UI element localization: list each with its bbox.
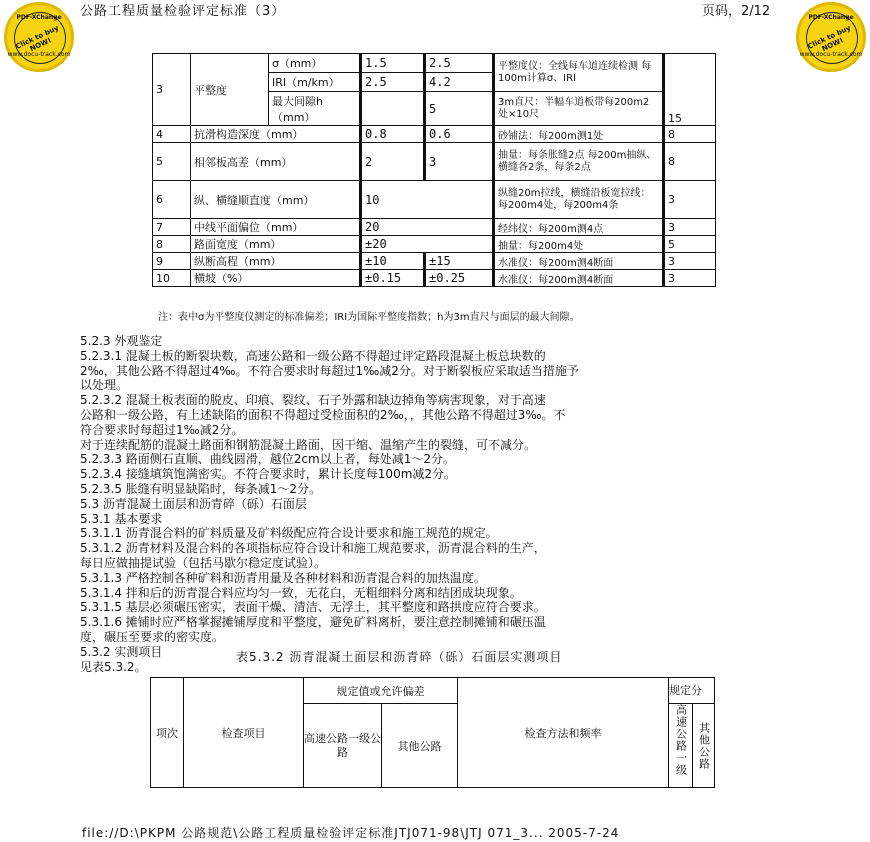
value-other: ±15 (425, 253, 494, 270)
method: 砂铺法：每200m测1处 (494, 126, 664, 143)
stamp-bottom-text: www.docu-track.com (7, 51, 71, 58)
method: 3m直尺：半幅车道板带每200m2处×10尺 (494, 92, 664, 126)
value-other: 4.2 (425, 73, 494, 92)
value-high: ±20 (361, 236, 494, 253)
col-header-item: 检查项目 (184, 678, 304, 788)
text-line: 见表5.3.2。 (80, 659, 147, 674)
table-note: 注：表中σ为平整度仪测定的标准偏差；IRI为国际平整度指数；h为3m直尺与面层的最大间隙。 (158, 312, 580, 323)
col-header-spec: 规定值或允许偏差 (304, 678, 458, 704)
table-row (153, 219, 716, 236)
row-item: 纵、横缝顺直度（mm） (191, 181, 361, 219)
table-row (153, 270, 716, 287)
value-other: 0.6 (425, 126, 494, 143)
col-header-spec-other: 其他公路 (382, 704, 458, 788)
value-high: 2.5 (361, 73, 425, 92)
col-header-method: 检查方法和频率 (458, 678, 669, 788)
text-line: 5.3.1.2 沥青材料及混合料的各项指标应符合设计和施工规范要求，沥青混合料的生产， (80, 541, 546, 556)
row-no: 8 (153, 236, 191, 253)
body-text (80, 334, 800, 674)
text-line: 对于连续配筋的混凝土路面和钢筋混凝土路面，因干缩、温缩产生的裂缝，可不减分。 (80, 437, 537, 452)
value-high: 1.5 (361, 54, 425, 73)
stamp-top-text: PDF-XChange (808, 14, 854, 21)
col-header-spec-high: 高速公路一级公路 (304, 704, 382, 788)
row-item: 横坡（%） (191, 270, 361, 287)
method: 经纬仪：每200m测4点 (494, 219, 664, 236)
text-line: 5.3.1.4 拌和后的沥青混合料应均匀一致，无花白，无粗细料分离和结团成块现象。 (80, 585, 522, 600)
text-line: 5.2.3.4 接缝填筑饱满密实。不符合要求时，累计长度每100m减2分。 (80, 467, 457, 482)
table-row (153, 181, 716, 219)
table-row (153, 126, 716, 143)
text-line: 5.3 沥青混凝土面层和沥青碎（砾）石面层 (80, 496, 307, 511)
page-number: 页码，2/12 (702, 4, 771, 19)
row-no: 5 (153, 143, 191, 181)
method: 水准仪：每200m测4断面 (494, 270, 664, 287)
page-header-title: 公路工程质量检验评定标准（3） (80, 4, 286, 19)
text-line: 5.2.3.5 胀缝有明显缺陷时，每条减1～2分。 (80, 481, 322, 496)
table-row (153, 143, 716, 181)
text-line: 5.2.3 外观鉴定 (80, 334, 163, 348)
text-line: 5.3.1.6 摊铺时应严格掌握摊铺厚度和平整度，避免矿料离析，要注意控制摊铺和碾压温 (80, 615, 546, 630)
value-high: 0.8 (361, 126, 425, 143)
score-high-label: 高速公路一级 (674, 704, 688, 776)
asphalt-pavement-measure-table (150, 677, 715, 788)
sub-label: σ（mm） (269, 54, 361, 73)
file-path-footer: file://D:\PKPM 公路规范\公路工程质量检验评定标准JTJ071-98\JTJ 071_3... 2005-7-24 (82, 826, 620, 840)
value-other: 3 (425, 143, 494, 181)
sub-label: IRI（m/km） (269, 73, 361, 92)
text-line: 5.2.3.1 混凝土板的断裂块数，高速公路和一级公路不得超过评定路段混凝土板总块数的 (80, 348, 546, 363)
table-header-row (151, 678, 715, 704)
value-high: ±0.15 (361, 270, 425, 287)
score: 5 (664, 236, 716, 253)
value-high: 2 (361, 143, 425, 181)
value-high: 20 (361, 219, 494, 236)
row-no: 10 (153, 270, 191, 287)
value-other: 5 (425, 92, 494, 126)
value-high (361, 92, 425, 126)
col-header-score-high (669, 704, 693, 788)
method: 抽量：每200m4处 (494, 236, 664, 253)
text-line: 5.3.2 实测项目 (80, 644, 163, 659)
score: 3 (664, 270, 716, 287)
text-line: 5.3.1.1 沥青混合料的矿料质量及矿料级配应符合设计要求和施工规范的规定。 (80, 526, 498, 541)
score: 8 (664, 143, 716, 181)
score: 3 (664, 181, 716, 219)
table-caption: 表5.3.2 沥青混凝土面层和沥青碎（砾）石面层实测项目 (236, 650, 563, 664)
row-item: 平整度 (191, 54, 269, 126)
row-no: 9 (153, 253, 191, 270)
row-item: 抗滑构造深度（mm） (191, 126, 361, 143)
text-line: 5.3.1.5 基层必须碾压密实，表面干燥、清洁、无浮土，其平整度和路拱度应符合要求。 (80, 600, 546, 615)
col-header-score-other (693, 704, 715, 788)
text-line: 度，碾压至要求的密实度。 (80, 629, 225, 644)
pdf-xchange-stamp-right[interactable] (796, 2, 866, 72)
row-no: 6 (153, 181, 191, 219)
text-line: 以处理。 (80, 378, 129, 393)
score: 15 (664, 54, 716, 126)
text-line: 5.2.3.3 路面侧石直顺、曲线圆滑，越位2cm以上者，每处减1～2分。 (80, 452, 455, 467)
stamp-top-text: PDF-XChange (16, 14, 62, 21)
col-header-no: 项次 (151, 678, 184, 788)
row-no: 4 (153, 126, 191, 143)
text-line: 每日应做抽提试验（包括马歇尔稳定度试验）。 (80, 555, 327, 570)
row-no: 3 (153, 54, 191, 126)
concrete-pavement-measure-table (152, 53, 716, 287)
value-other: 2.5 (425, 54, 494, 73)
table-row (153, 253, 716, 270)
text-line: 5.3.1 基本要求 (80, 511, 163, 526)
stamp-middle-text: Click to buy NOW! (14, 23, 60, 54)
sub-label: 最大间隙h（mm） (269, 92, 361, 126)
value-other: ±0.25 (425, 270, 494, 287)
method: 抽量：每条胀缝2点 每200m抽纵、横缝各2条，每条2点 (494, 143, 664, 181)
value-high: ±10 (361, 253, 425, 270)
score: 8 (664, 126, 716, 143)
col-header-score: 规定分 (669, 678, 715, 704)
score: 3 (664, 253, 716, 270)
score-other-label: 其他公路 (697, 721, 711, 770)
text-line: 2‰，其他公路不得超过4‰。不符合要求时每超过1‰减2分。对于断裂板应采取适当措施予 (80, 363, 579, 378)
text-line: 公路和一级公路，有上述缺陷的面积不得超过受检面积的2‰，，其他公路不得超过3‰。不 (80, 407, 566, 422)
method: 平整度仪：全线每车道连续检测 每100m计算σ、IRI (494, 54, 664, 92)
stamp-bottom-text: www.docu-track.com (799, 51, 863, 58)
row-item: 路面宽度（mm） (191, 236, 361, 253)
table-row (153, 54, 716, 73)
method: 纵缝20m拉线，横缝沿板宽拉线：每200m4处，每200m4条 (494, 181, 664, 219)
row-item: 相邻板高差（mm） (191, 143, 361, 181)
stamp-middle-text: Click to buy NOW! (806, 23, 852, 54)
row-item: 中线平面偏位（mm） (191, 219, 361, 236)
value-high: 10 (361, 181, 494, 219)
row-item: 纵断高程（mm） (191, 253, 361, 270)
table-row (153, 236, 716, 253)
text-line: 5.3.1.3 严格控制各种矿料和沥青用量及各种材料和沥青混合料的加热温度。 (80, 570, 486, 585)
text-line: 符合要求时每超过1‰减2分。 (80, 422, 244, 437)
row-no: 7 (153, 219, 191, 236)
text-line: 5.2.3.2 混凝土板表面的脱皮、印痕、裂纹、石子外露和缺边掉角等病害现象，对于高速 (80, 393, 546, 408)
score: 3 (664, 219, 716, 236)
method: 水准仪：每200m测4断面 (494, 253, 664, 270)
pdf-xchange-stamp-left[interactable] (4, 2, 74, 72)
